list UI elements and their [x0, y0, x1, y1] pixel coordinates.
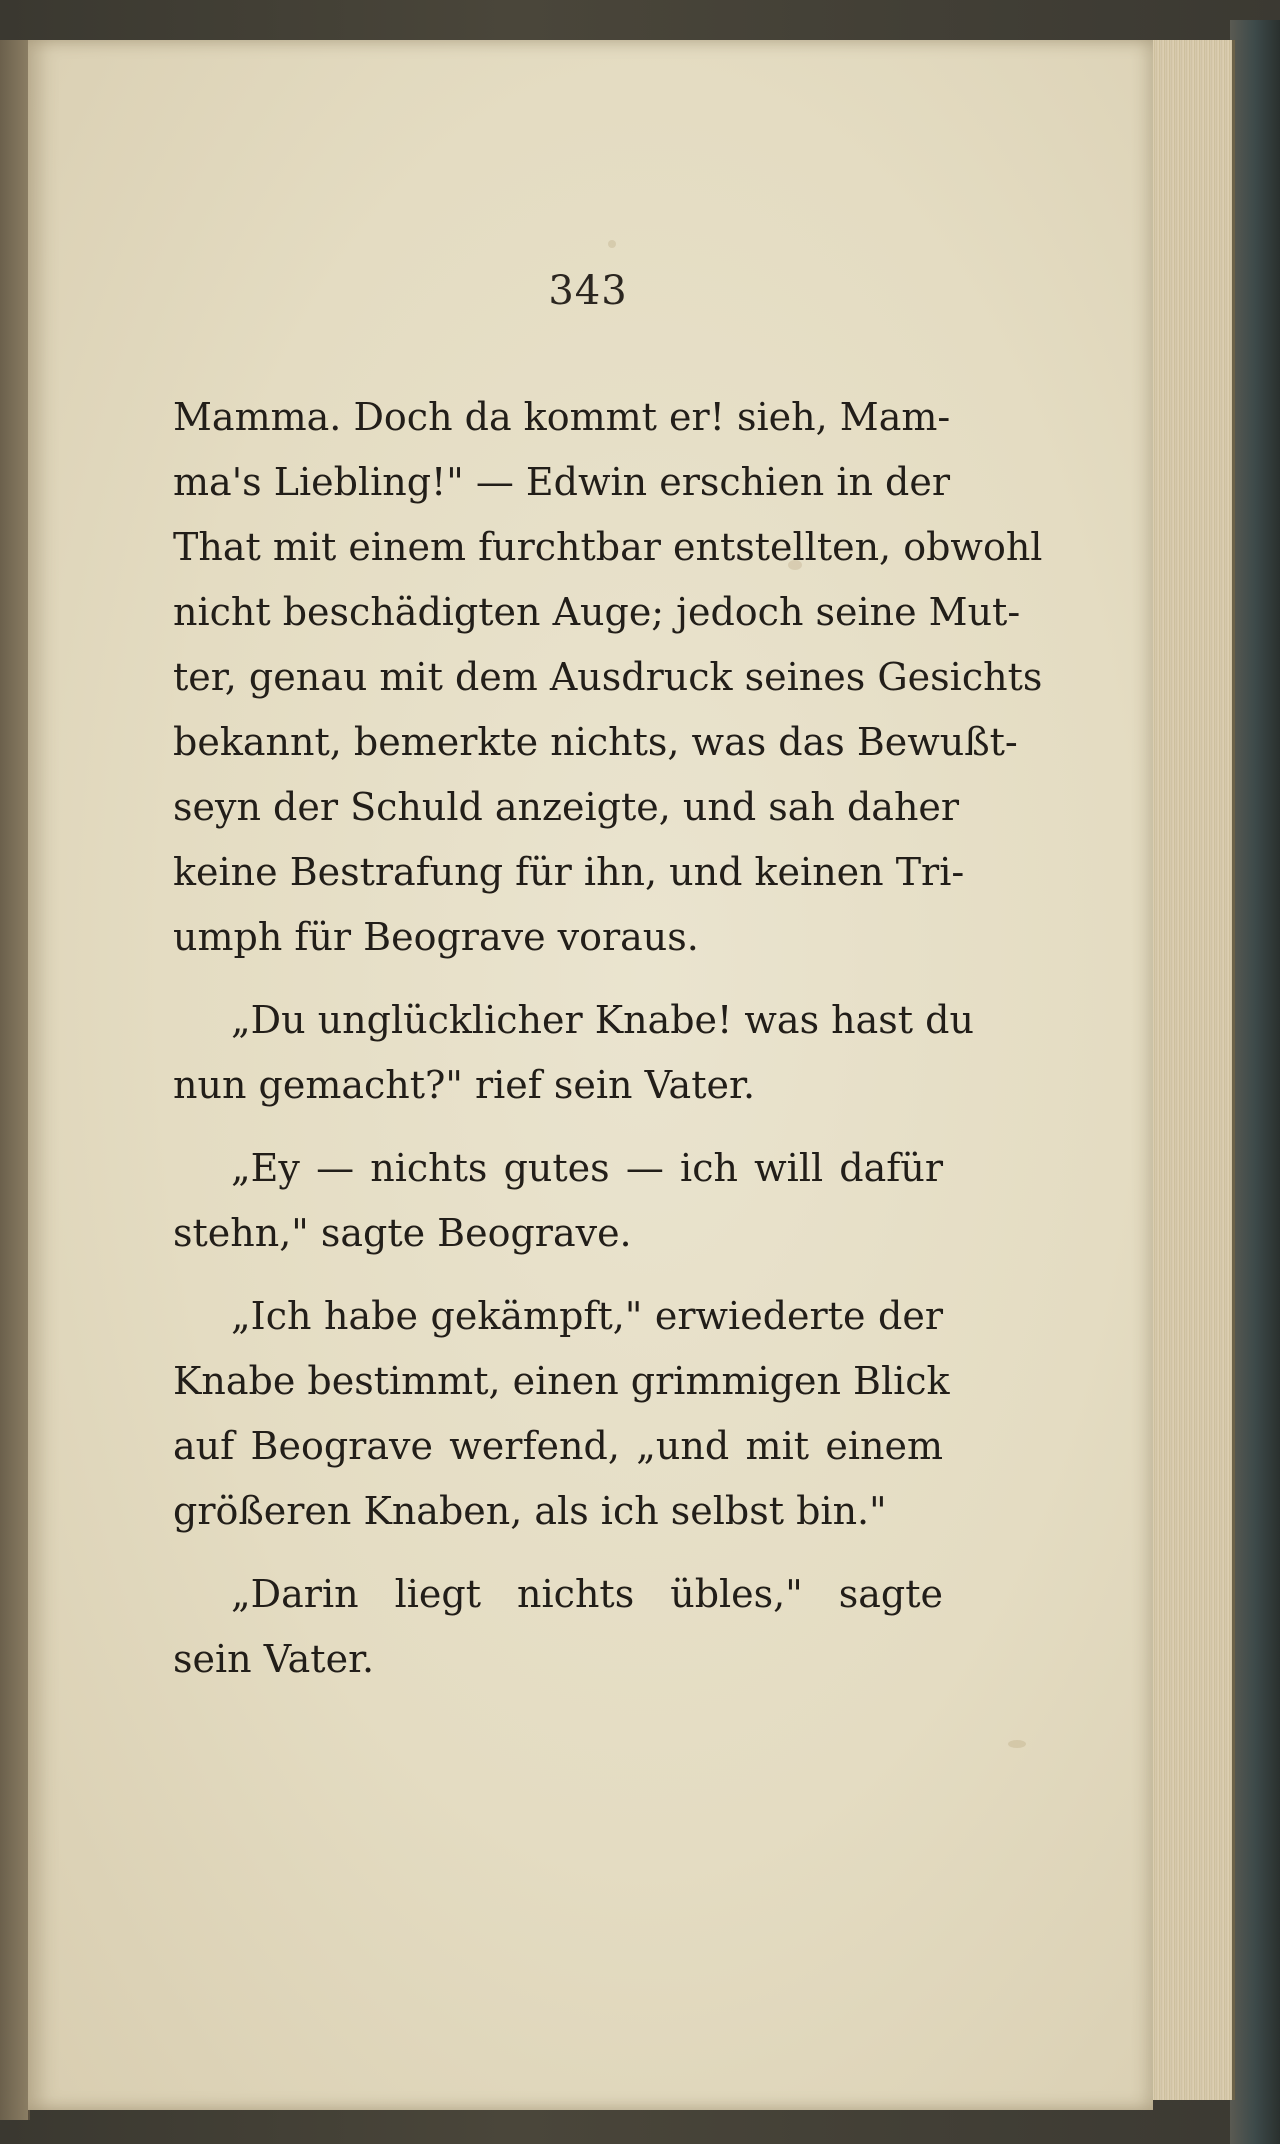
- book-cover-left: [0, 40, 30, 2120]
- text-line: Mamma. Doch da kommt er! sieh, Mam-: [173, 395, 951, 439]
- body-text: [173, 385, 1043, 1692]
- text-line: nicht beschädigten Auge; jedoch seine Mut-: [173, 590, 1021, 634]
- text-line: ma's Liebling!" — Edwin erschien in der: [173, 460, 951, 504]
- text-line: Knabe bestimmt, einen grimmigen Blick: [173, 1359, 950, 1403]
- book-page: [28, 40, 1153, 2110]
- text-line: größeren Knaben, als ich selbst bin.": [173, 1489, 887, 1533]
- page-number: 343: [548, 268, 628, 314]
- text-line: nun gemacht?" rief sein Vater.: [173, 1063, 756, 1107]
- text-line: „Darin liegt nichts übles," sagte: [231, 1572, 943, 1616]
- text-line: auf Beograve werfend, „und mit einem: [173, 1424, 943, 1468]
- text-line: stehn," sagte Beograve.: [173, 1211, 632, 1255]
- page-edges: [1150, 40, 1235, 2100]
- text-line: ter, genau mit dem Ausdruck seines Gesichts: [173, 655, 1043, 699]
- book-cover-right: [1230, 20, 1280, 2144]
- paper-stain: [1008, 1740, 1026, 1748]
- text-line: „Ich habe gekämpft," erwiederte der: [231, 1294, 943, 1338]
- text-line: umph für Beograve voraus.: [173, 915, 699, 959]
- text-line: keine Bestrafung für ihn, und keinen Tri-: [173, 850, 965, 894]
- text-line: That mit einem furchtbar entstellten, obwohl: [173, 525, 1043, 569]
- text-line: seyn der Schuld anzeigte, und sah daher: [173, 785, 960, 829]
- text-line: „Du unglücklicher Knabe! was hast du: [231, 998, 974, 1042]
- text-line: „Ey — nichts gutes — ich will dafür: [231, 1146, 943, 1190]
- text-line: bekannt, bemerkte nichts, was das Bewußt-: [173, 720, 1018, 764]
- paper-stain: [608, 240, 616, 248]
- text-line: sein Vater.: [173, 1637, 375, 1681]
